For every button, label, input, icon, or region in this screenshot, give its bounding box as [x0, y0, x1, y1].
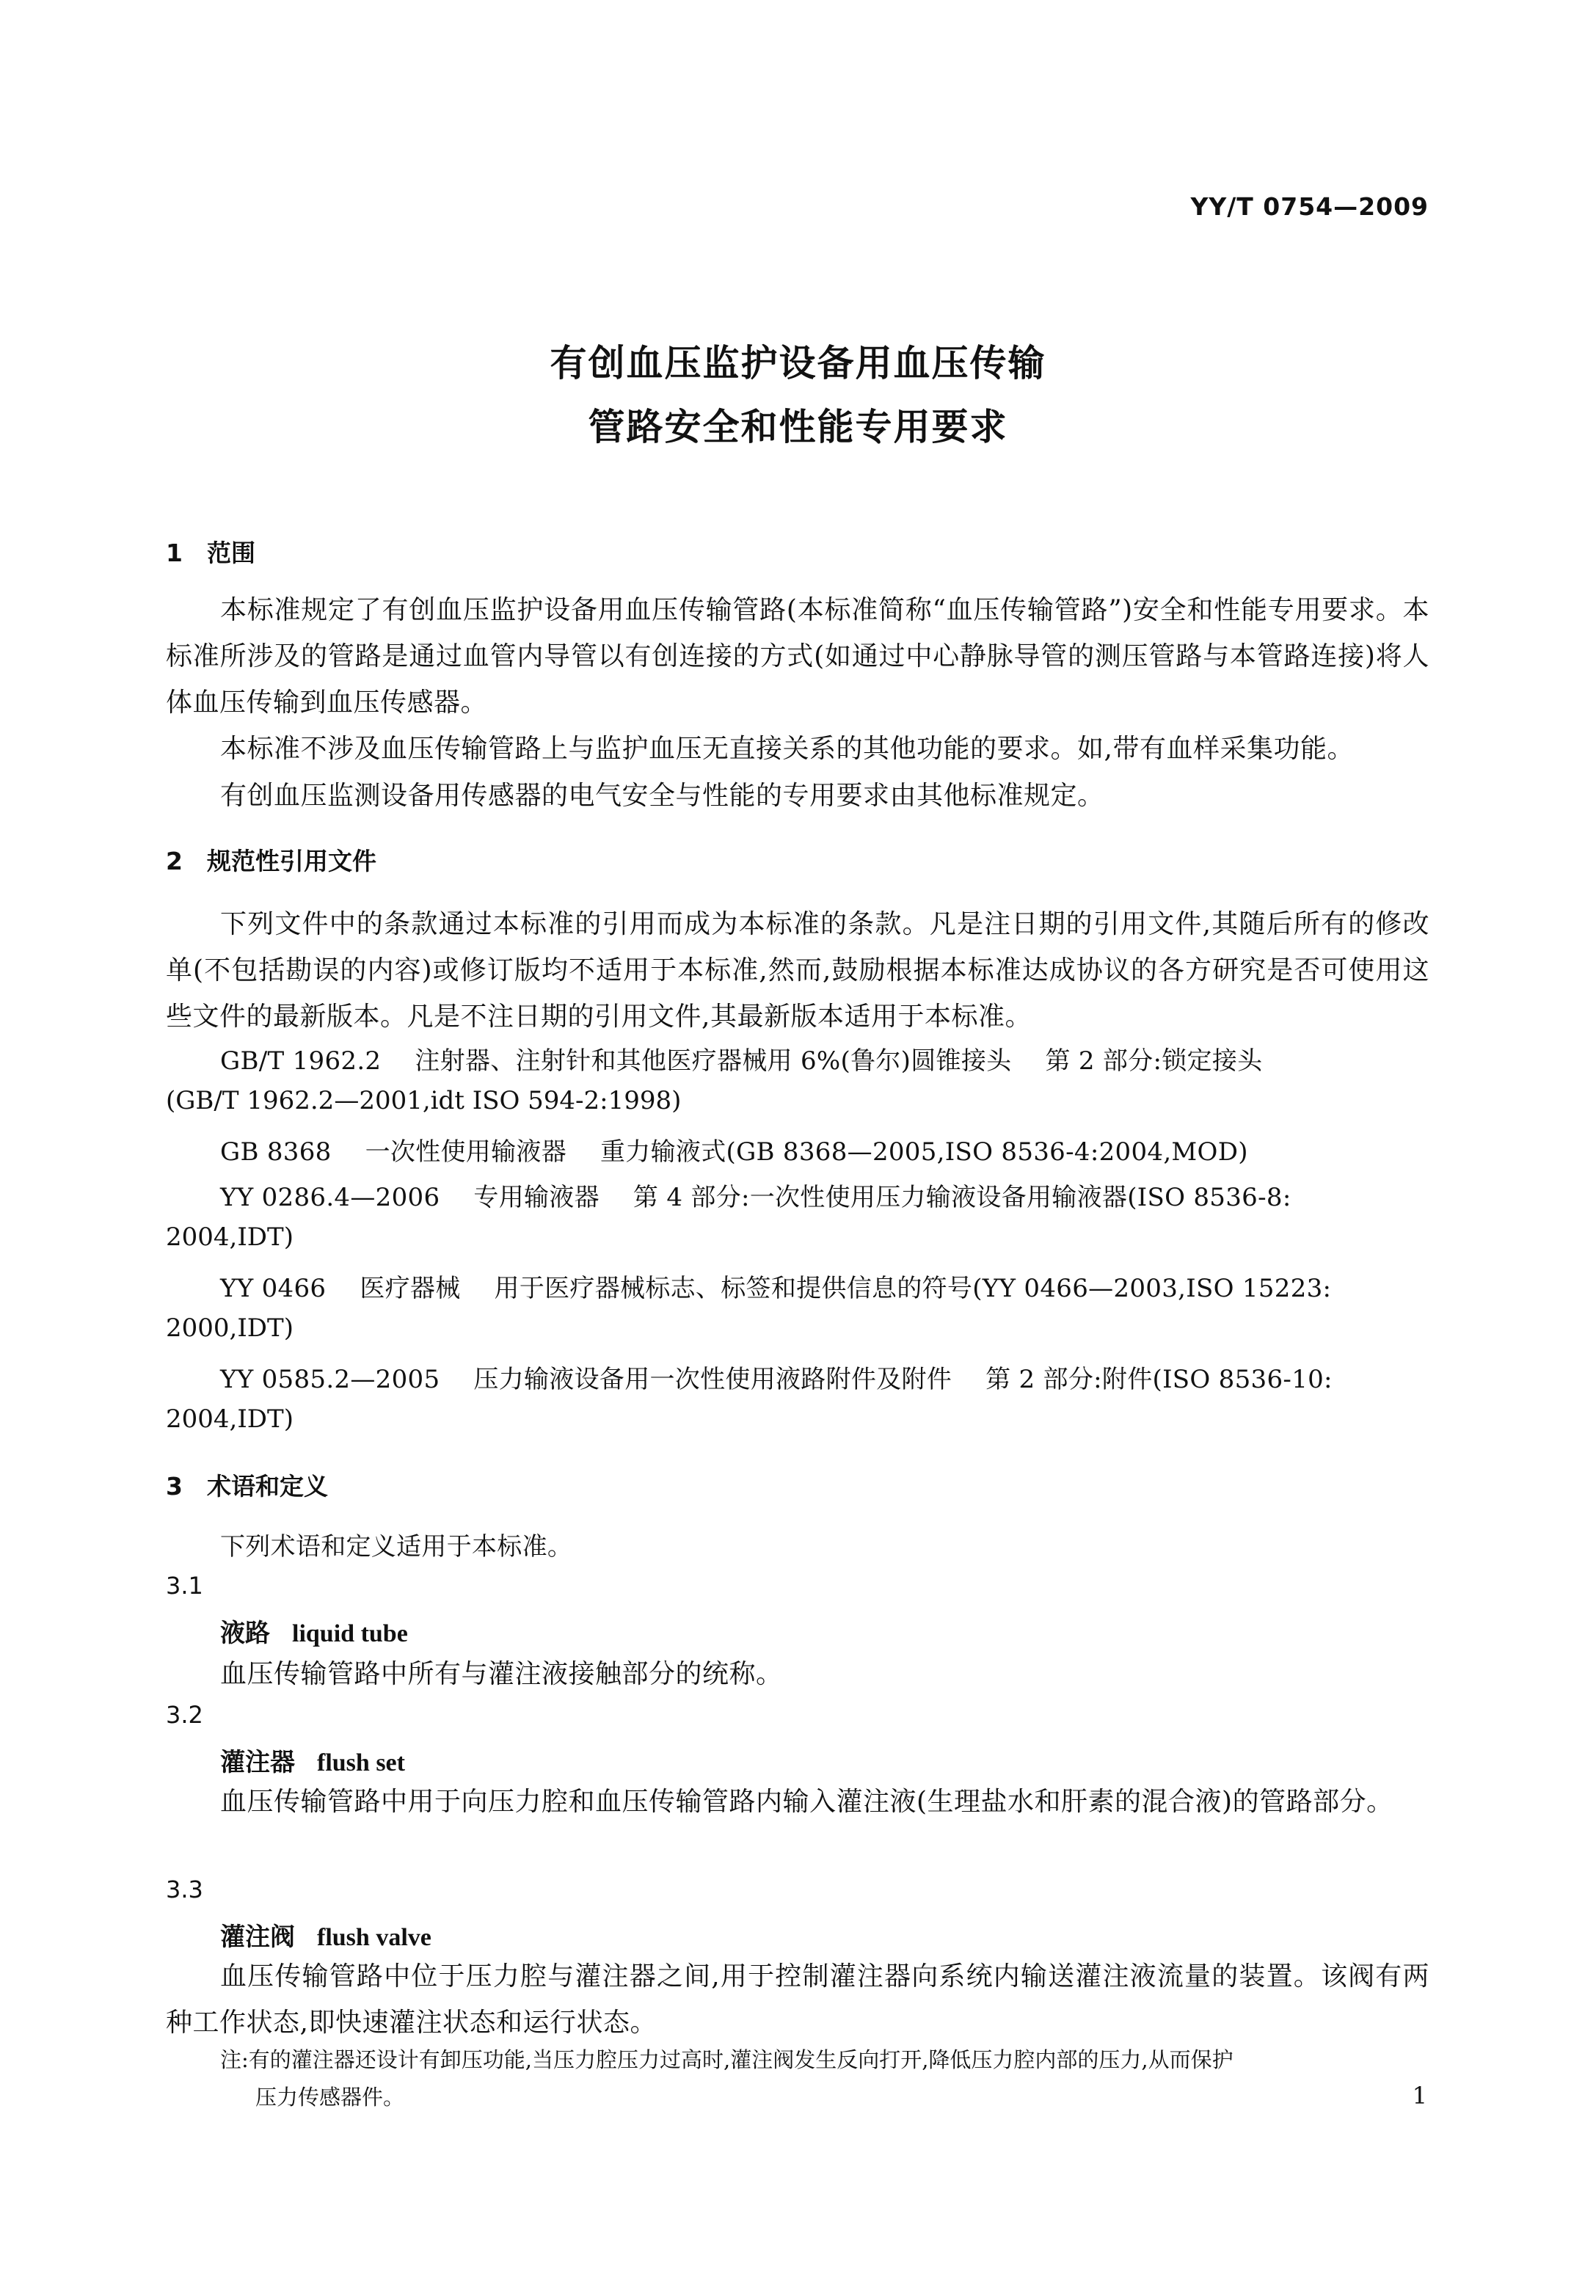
section-3-heading: [166, 1468, 328, 1502]
term-heading: [220, 1613, 408, 1649]
standard-code: YY/T 0754—2009: [1190, 192, 1429, 221]
section-2-heading: [166, 842, 376, 877]
reference-code: GB/T 1962.2: [220, 1046, 382, 1076]
term-heading: [220, 1917, 431, 1953]
term-definition: 血压传输管路中位于压力腔与灌注器之间,用于控制灌注器向系统内输送灌注液流量的装置。该阀有两种工作状态,即快速灌注状态和运行状态。: [166, 1961, 1429, 2038]
term-note: 注:有的灌注器还设计有卸压功能,当压力腔压力过高时,灌注阀发生反向打开,降低压力腔内部的压力,从而保护: [220, 2047, 1234, 2072]
term-heading: [220, 1742, 405, 1778]
reference-continuation: 2000,IDT): [166, 1313, 294, 1343]
term-english: flush set: [317, 1749, 405, 1776]
reference-line: [220, 1359, 1333, 1395]
section-number: 2: [166, 847, 183, 875]
section-number: 1: [166, 539, 183, 567]
reference-part: 第 4 部分:一次性使用压力输液设备用输液器(ISO 8536-8:: [633, 1183, 1291, 1212]
reference-title: 一次性使用输液器: [365, 1137, 566, 1167]
term-chinese: 灌注阀: [220, 1923, 295, 1952]
document-title-line1: 有创血压监护设备用血压传输: [550, 342, 1046, 385]
reference-title: 医疗器械: [360, 1274, 461, 1303]
section-1-paragraph-2: 本标准不涉及血压传输管路上与监护血压无直接关系的其他功能的要求。如,带有血样采集功能。: [220, 734, 1354, 764]
reference-line: [220, 1268, 1331, 1304]
term-chinese: 灌注器: [220, 1748, 295, 1777]
term-number: 3.3: [166, 1876, 203, 1903]
reference-code: YY 0286.4—2006: [220, 1183, 440, 1212]
term-english: flush valve: [317, 1924, 431, 1951]
reference-line: [220, 1177, 1291, 1213]
section-title: 术语和定义: [207, 1472, 328, 1501]
reference-title: 注射器、注射针和其他医疗器械用 6%(鲁尔)圆锥接头: [415, 1046, 1012, 1076]
term-note-continuation: 压力传感器件。: [255, 2085, 405, 2110]
reference-part: 重力输液式(GB 8368—2005,ISO 8536-4:2004,MOD): [600, 1137, 1248, 1167]
reference-line: [220, 1041, 1262, 1076]
section-1-paragraph-1: 本标准规定了有创血压监护设备用血压传输管路(本标准简称“血压传输管路”)安全和性能专用要求。本标准所涉及的管路是通过血管内导管以有创连接的方式(如通过中心静脉导管的测压管路与本管路连接)将人体血压传输到血压传感器。: [166, 595, 1429, 718]
term-definition: 血压传输管路中用于向压力腔和血压传输管路内输入灌注液(生理盐水和肝素的混合液)的管路部分。: [220, 1787, 1393, 1817]
reference-continuation: (GB/T 1962.2—2001,idt ISO 594-2:1998): [166, 1086, 682, 1115]
term-number: 3.1: [166, 1572, 203, 1600]
section-title: 规范性引用文件: [207, 847, 376, 875]
reference-code: YY 0585.2—2005: [220, 1365, 440, 1394]
reference-code: YY 0466: [220, 1274, 327, 1303]
section-1-heading: [166, 534, 255, 569]
term-english: liquid tube: [292, 1620, 408, 1647]
reference-title: 压力输液设备用一次性使用液路附件及附件: [473, 1365, 952, 1394]
reference-title: 专用输液器: [473, 1183, 600, 1212]
document-title-line2: 管路安全和性能专用要求: [588, 406, 1008, 448]
section-2-paragraph-1: 下列文件中的条款通过本标准的引用而成为本标准的条款。凡是注日期的引用文件,其随后所有的修改单(不包括勘误的内容)或修订版均不适用于本标准,然而,鼓励根据本标准达成协议的各方研究是否可使用这些文件的最新版本。凡是不注日期的引用文件,其最新版本适用于本标准。: [166, 909, 1429, 1032]
term-chinese: 液路: [220, 1619, 270, 1648]
reference-part: 第 2 部分:锁定接头: [1045, 1046, 1263, 1076]
reference-continuation: 2004,IDT): [166, 1404, 294, 1434]
section-1-paragraph-3: 有创血压监测设备用传感器的电气安全与性能的专用要求由其他标准规定。: [220, 781, 1104, 811]
page-number: 1: [1412, 2082, 1427, 2110]
reference-line: [220, 1131, 1248, 1167]
reference-part: 用于医疗器械标志、标签和提供信息的符号(YY 0466—2003,ISO 15223:: [494, 1274, 1332, 1303]
section-number: 3: [166, 1472, 183, 1501]
section-title: 范围: [207, 539, 255, 567]
reference-part: 第 2 部分:附件(ISO 8536-10:: [985, 1365, 1333, 1394]
term-number: 3.2: [166, 1701, 203, 1729]
term-definition: 血压传输管路中所有与灌注液接触部分的统称。: [220, 1659, 783, 1689]
reference-continuation: 2004,IDT): [166, 1222, 294, 1252]
section-3-intro: 下列术语和定义适用于本标准。: [220, 1532, 573, 1561]
reference-code: GB 8368: [220, 1137, 332, 1167]
